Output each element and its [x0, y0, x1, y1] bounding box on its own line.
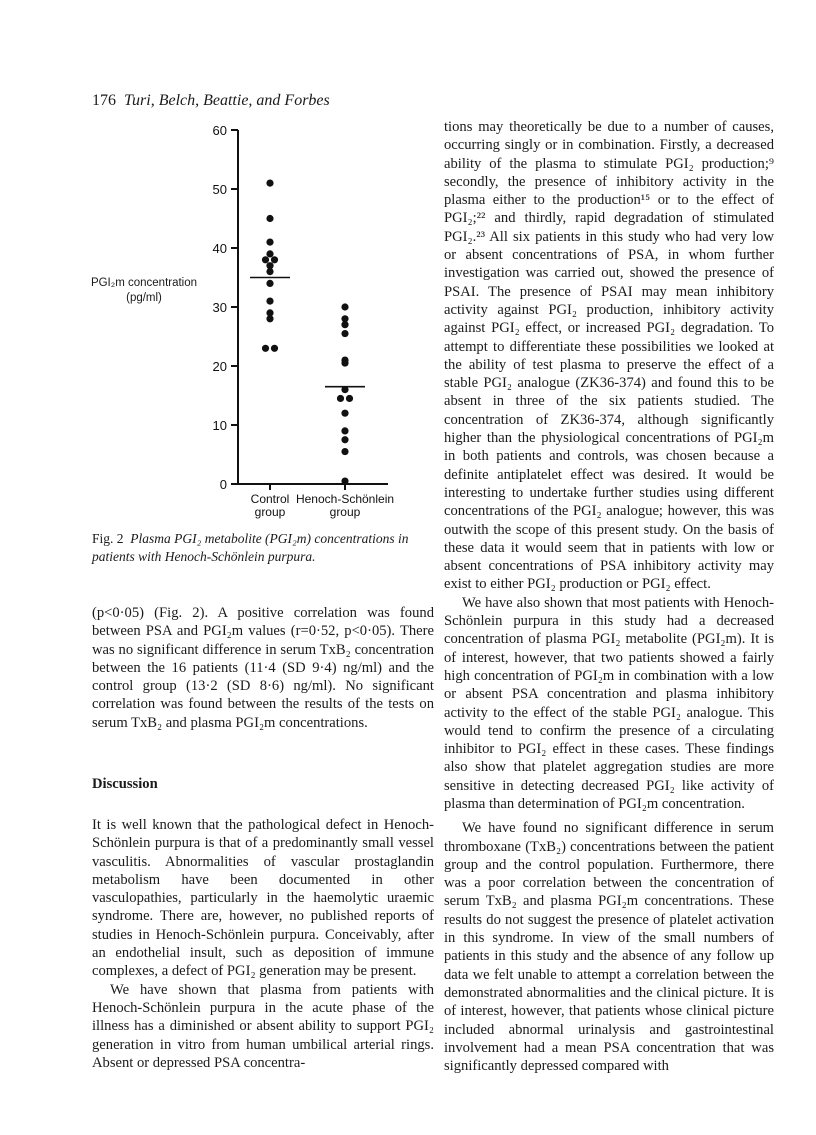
y-axis-label-line1: PGI₂m concentration — [90, 277, 198, 289]
x-category-label: group — [329, 505, 361, 519]
discussion-heading: Discussion — [92, 776, 158, 792]
paragraph: We have shown that plasma from patients with Henoch-Schönlein purpura in the acute phase of the illness has a diminished or absent ability to support PGI₂ generation in vitro from human umbilical arterial rings. Absent or depressed PSA concentra- — [92, 981, 434, 1071]
data-point — [271, 256, 278, 263]
figure-2 — [88, 118, 440, 526]
y-tick-label: 0 — [219, 477, 227, 492]
discussion-right-column — [444, 118, 774, 1075]
data-point — [341, 303, 348, 310]
data-point — [346, 395, 353, 402]
caption-text: Plasma PGI₂ metabolite (PGI₂m) concentrations in patients with Henoch-Schönlein purpura. — [92, 531, 409, 564]
y-tick-label: 50 — [212, 182, 227, 197]
caption-label: Fig. 2 — [92, 531, 124, 546]
page-number: 176 — [92, 92, 116, 109]
paragraph: It is well known that the pathological defect in Henoch-Schönlein purpura is that of a predominantly small vessel vasculitis. Abnormalities of vascular prostaglandin metabolism have been documented in other vasculopathies, particularly in the haemolytic uraemic syndrome. There are, however, no published reports of studies in Henoch-Schönlein purpura. Conceivably, after an endothelial insult, such as deposition of immune complexes, a defect of PGI₂ generation may be present. — [92, 817, 434, 980]
data-point — [266, 268, 273, 275]
paragraph: We have also shown that most patients with Henoch-Schönlein purpura in this study had a decreased concentration of plasma PGI₂ metabolite (PGI₂m). It is of interest, however, that two patients showed a fairly high concentration of PGI₂m in combination with a low or absent PSA concentration and plasma inhibitory activity to the effect of the stable PGI₂ analogue. This would tend to confirm the presence of a circulating inhibitor to PGI₂ effect in these cases. These findings also show that platelet aggregation studies are more sensitive in detecting decreased PGI₂ like activity of plasma than determination of PGI₂m concentration. — [444, 594, 774, 812]
data-point — [266, 239, 273, 246]
paragraph: (p<0·05) (Fig. 2). A positive correlation was found between PSA and PGI₂m values (r=0·52, p<0·05). There was no significant difference in serum TxB₂ concentration between the 16 patients (11·4 (SD 9·4) ng/ml) and the control group (13·2 (SD 8·6) ng/ml). No significant correlation was found between the results of the tests on serum TxB₂ and plasma PGI₂m concentrations. — [92, 605, 434, 731]
data-point — [266, 315, 273, 322]
x-category-label: Henoch-Schönlein — [295, 492, 395, 506]
x-category-label: Control — [250, 492, 290, 506]
results-continuation — [92, 604, 434, 732]
paragraph: tions may theoretically be due to a number of causes, occurring singly or in combination. Firstly, a decreased ability of the plasma to stimulate PGI₂ production;⁹ secondly, the presence of inhibitory activity in the plasma either to the production¹⁵ or to the effect of PGI₂;²² and thirdly, rapid degradation of stimulated PGI₂.²³ All six patients in this study who had very low or absent concentrations of PSA, in whom further investigation was carried out, showed the presence of PSAI. The presence of PSAI may mean inhibitory activity against PGI₂ production, inhibitory activity against PGI₂ effect, or increased PGI₂ degradation. To attempt to differentiate these possibilities we looked at the ability of test plasma to preserve the effect of a stable PGI₂ analogue (ZK36-374) and found this to be absent in three of the six patients studied. The concentration of ZK36-374, although significantly higher than the physiological concentrations of PGI₂m in both patients and controls, was chosen because a definite antiplatelet effect was desired. It would be interesting to undertake further studies using different concentrations of the PGI₂ analogue; however, this was outwith the scope of this present study. On the basis of these data it would seem that in patients with low or absent concentrations of PSA inhibitory activity may exist to either PGI₂ production or PGI₂ effect. — [444, 119, 774, 593]
running-header — [92, 92, 330, 110]
data-point — [341, 330, 348, 337]
data-point — [266, 215, 273, 222]
y-axis-label — [88, 276, 200, 306]
x-category-label: group — [254, 505, 286, 519]
data-point — [341, 436, 348, 443]
data-point — [271, 345, 278, 352]
y-axis-label-line2: (pg/ml) — [126, 292, 162, 304]
data-point — [262, 256, 269, 263]
data-point — [341, 321, 348, 328]
data-point — [266, 180, 273, 187]
y-tick-label: 30 — [212, 300, 227, 315]
data-point — [266, 280, 273, 287]
discussion-left-column — [92, 816, 434, 1072]
data-point — [266, 250, 273, 257]
y-tick-label: 60 — [212, 123, 227, 138]
data-point — [341, 427, 348, 434]
data-point — [341, 477, 348, 484]
paragraph: We have found no significant difference in serum thromboxane (TxB₂) concentrations between the patient group and the control population. Furthermore, there was a poor correlation between the concentration of serum TxB₂ and plasma PGI₂m concentrations. These results do not suggest the presence of platelet activation in this syndrome. In view of the small numbers of patients in this study and the absence of any follow up data we felt unable to attempt a correlation between the demonstrated abnormalities and the clinical picture. It is of interest, however, that patients whose clinical picture included abnormal urinalysis and gastrointestinal involvement had a mean PSA concentration that was significantly depressed compared with — [444, 820, 774, 1075]
data-point — [341, 359, 348, 366]
data-point — [341, 410, 348, 417]
scatter-chart — [88, 118, 440, 526]
data-point — [266, 298, 273, 305]
data-point — [341, 448, 348, 455]
data-point — [337, 395, 344, 402]
running-authors: Turi, Belch, Beattie, and Forbes — [124, 92, 330, 109]
y-tick-label: 40 — [212, 241, 227, 256]
figure-caption — [92, 530, 432, 566]
data-point — [262, 345, 269, 352]
y-tick-label: 10 — [212, 418, 227, 433]
y-tick-label: 20 — [212, 359, 227, 374]
